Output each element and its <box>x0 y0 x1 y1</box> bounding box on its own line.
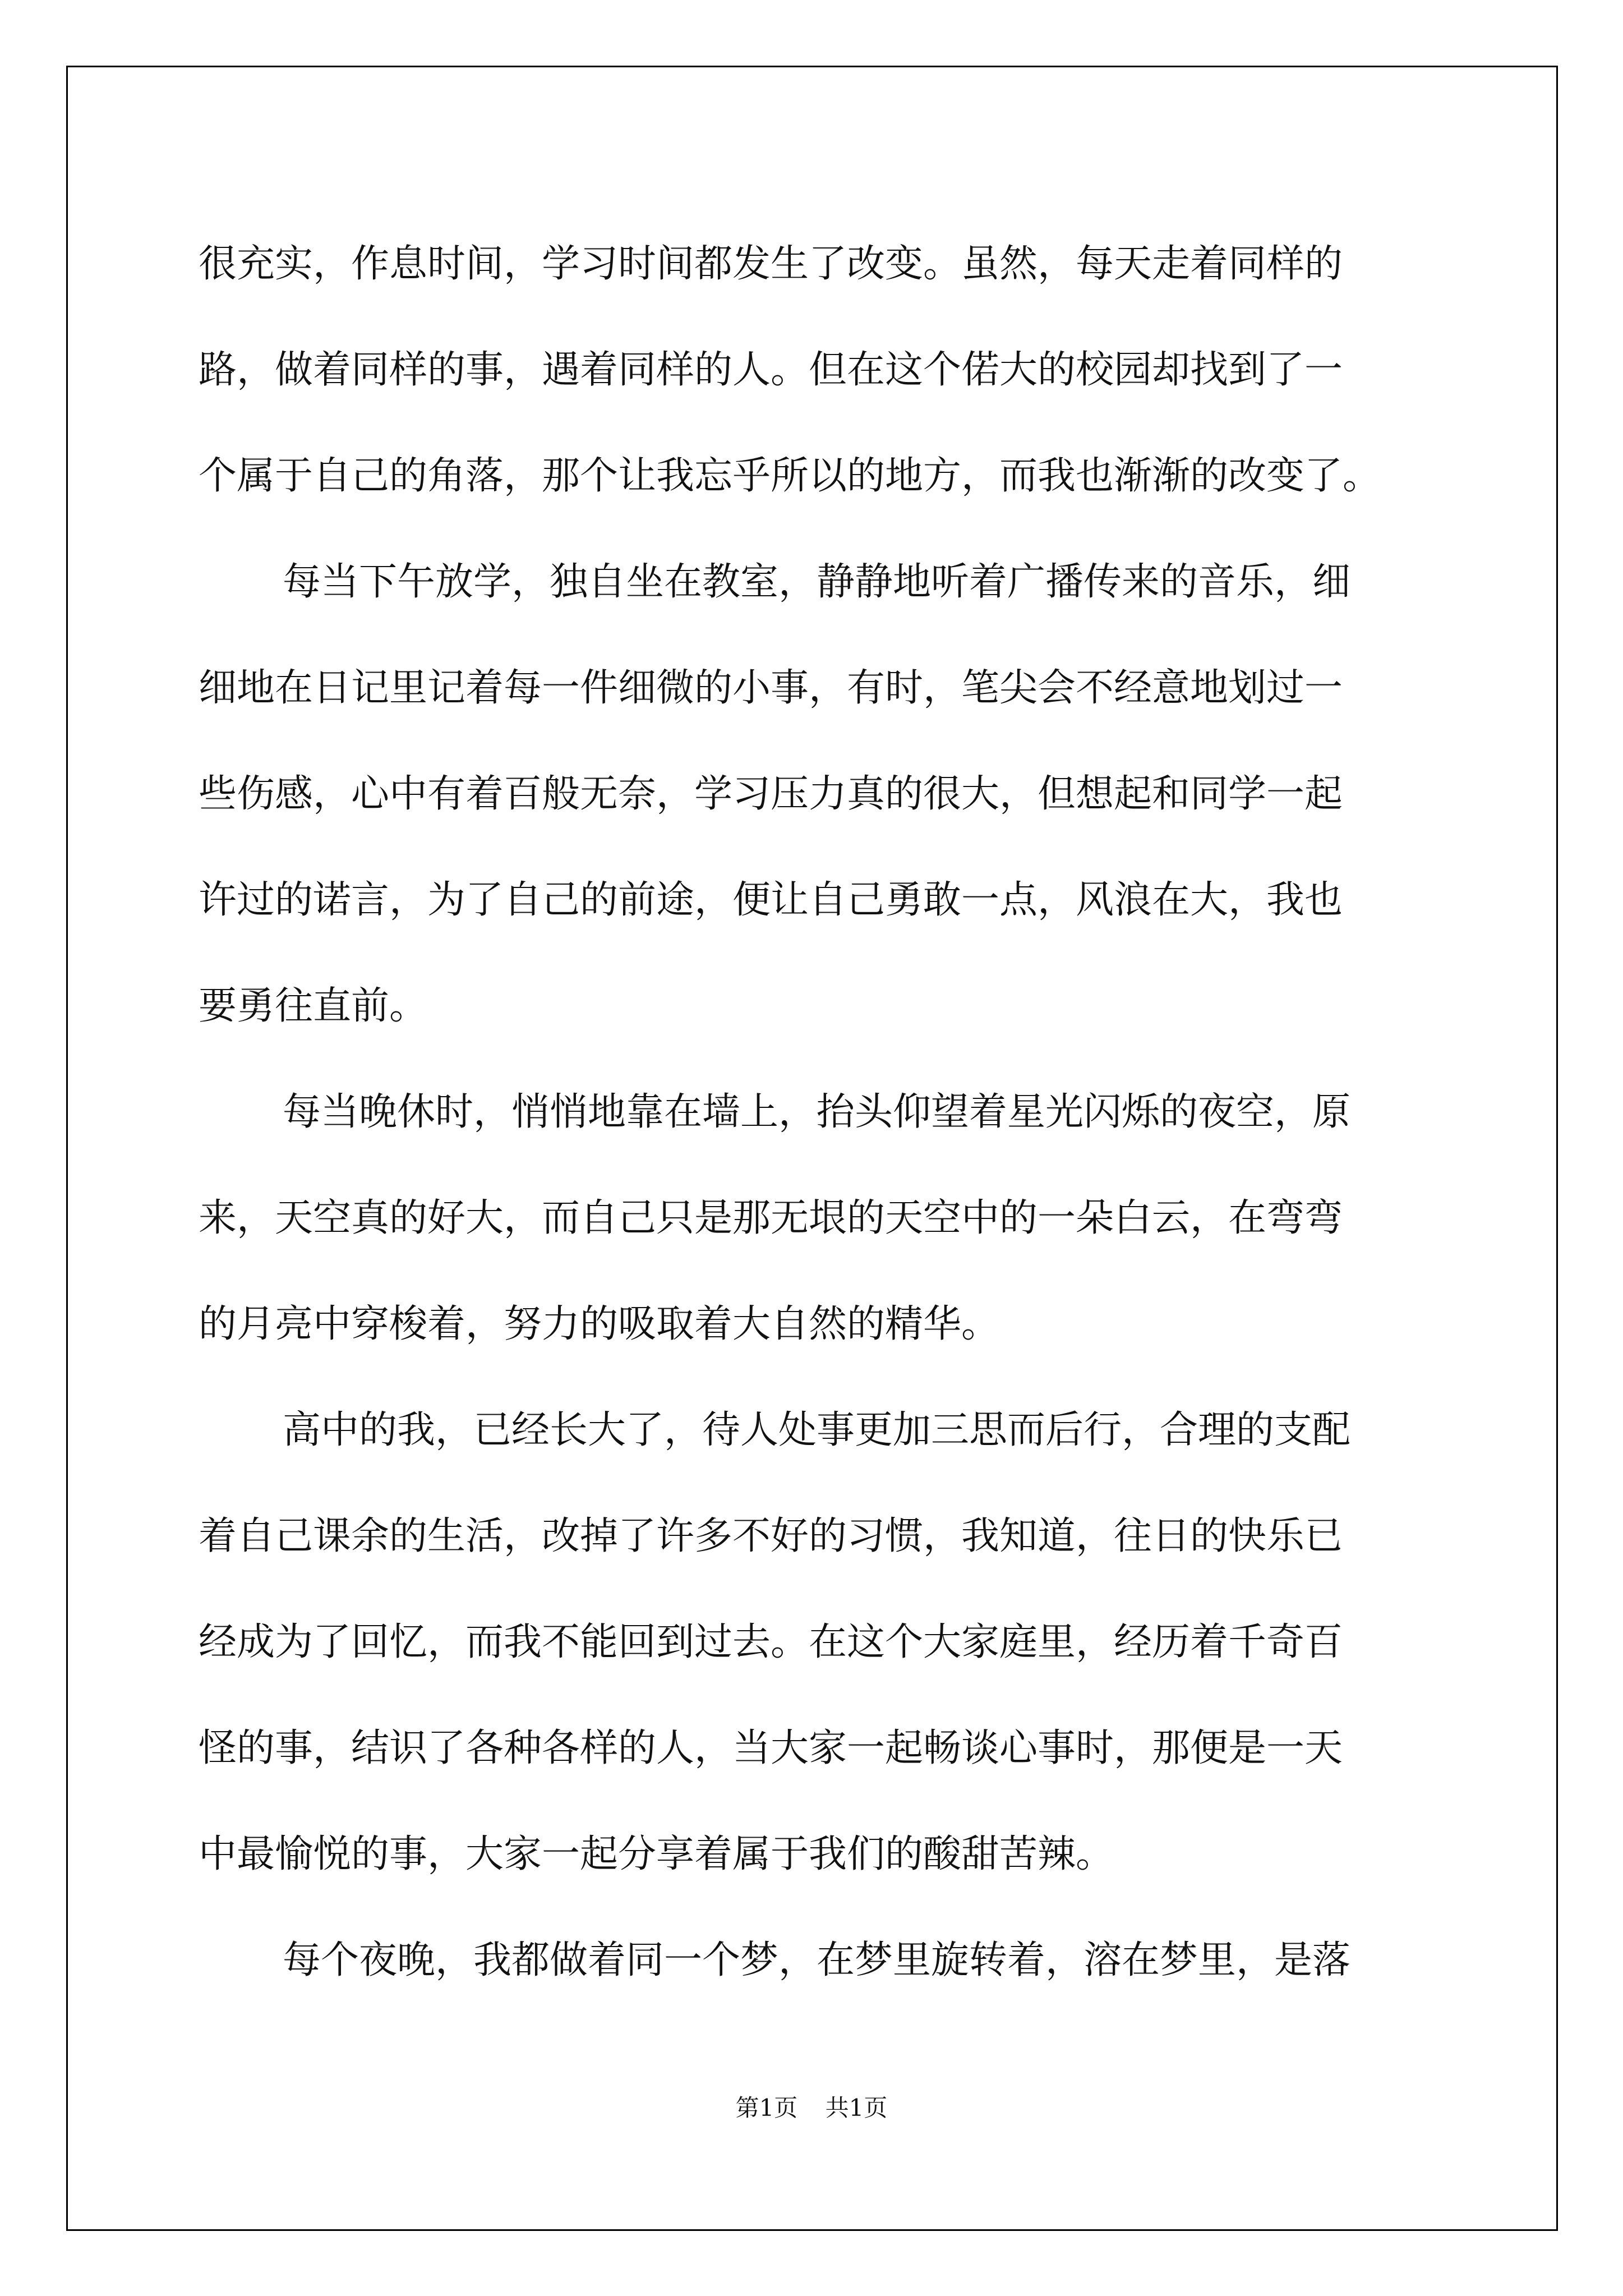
text-line: 怪的事，结识了各种各样的人，当大家一起畅谈心事时，那便是一天 <box>199 1726 1343 1770</box>
text-line: 要勇往直前。 <box>199 984 428 1028</box>
text-line: 很充实，作息时间，学习时间都发生了改变。虽然，每天走着同样的 <box>199 242 1343 286</box>
text-line: 细地在日记里记着每一件细微的小事，有时，笔尖会不经意地划过一 <box>199 666 1343 710</box>
text-line: 每当晚休时，悄悄地靠在墙上，抬头仰望着星光闪烁的夜空，原 <box>283 1090 1351 1134</box>
text-line: 个属于自己的角落，那个让我忘乎所以的地方，而我也渐渐的改变了。 <box>199 454 1381 498</box>
text-line: 中最愉悦的事，大家一起分享着属于我们的酸甜苦辣。 <box>199 1832 1114 1876</box>
text-line: 着自己课余的生活，改掉了许多不好的习惯，我知道，往日的快乐已 <box>199 1514 1343 1558</box>
text-line: 高中的我，已经长大了，待人处事更加三思而后行，合理的支配 <box>283 1408 1351 1452</box>
page-number: 第1页 <box>735 2094 798 2122</box>
text-line: 每个夜晚，我都做着同一个梦，在梦里旋转着，溶在梦里，是落 <box>283 1938 1351 1982</box>
text-line: 路，做着同样的事，遇着同样的人。但在这个偌大的校园却找到了一 <box>199 348 1343 392</box>
text-line: 经成为了回忆，而我不能回到过去。在这个大家庭里，经历着千奇百 <box>199 1620 1343 1664</box>
page-total: 共1页 <box>825 2094 888 2122</box>
text-line: 的月亮中穿梭着，努力的吸取着大自然的精华。 <box>199 1302 1000 1346</box>
document-body <box>199 211 1432 2013</box>
text-line: 许过的诺言，为了自己的前途，便让自己勇敢一点，风浪在大，我也 <box>199 878 1343 922</box>
text-line: 每当下午放学，独自坐在教室，静静地听着广播传来的音乐，细 <box>283 560 1351 604</box>
page-footer <box>0 2090 1623 2123</box>
text-line: 些伤感，心中有着百般无奈，学习压力真的很大，但想起和同学一起 <box>199 772 1343 816</box>
text-line: 来，天空真的好大，而自己只是那无垠的天空中的一朵白云，在弯弯 <box>199 1196 1343 1240</box>
